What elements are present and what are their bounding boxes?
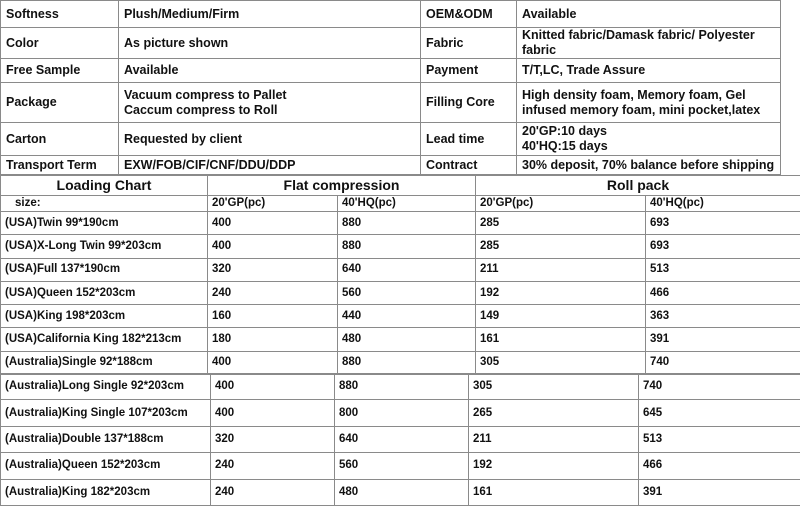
table-row: [1, 374, 800, 400]
size-cell: (USA)Full 137*190cm: [1, 258, 208, 281]
roll-40hq-cell: 391: [639, 479, 800, 505]
roll-40hq-cell: 363: [646, 305, 800, 328]
spec-value: Requested by client: [119, 123, 421, 156]
roll-20gp-cell: 211: [476, 258, 646, 281]
flat-20gp-cell: 240: [208, 281, 338, 304]
spec-label: Softness: [1, 1, 119, 28]
roll-20gp-cell: 211: [469, 426, 639, 452]
roll-40hq-cell: 513: [646, 258, 800, 281]
roll-40hq-cell: 693: [646, 235, 800, 258]
roll-pack-header: Roll pack: [476, 176, 800, 196]
flat-20gp-cell: 400: [208, 212, 338, 235]
spec-label: OEM&ODM: [421, 1, 517, 28]
roll-20gp-cell: 265: [469, 400, 639, 426]
roll-40hq-cell: 740: [639, 374, 800, 400]
roll-40hq-cell: 391: [646, 328, 800, 351]
flat-40hq-cell: 880: [338, 212, 476, 235]
flat-40hq-cell: 560: [335, 453, 469, 479]
size-cell: (Australia)Queen 152*203cm: [1, 453, 211, 479]
lead-time-line: 20'GP:10 days: [522, 124, 607, 138]
spec-row: [1, 83, 781, 123]
roll-20gp-cell: 149: [476, 305, 646, 328]
flat-20gp-cell: 320: [208, 258, 338, 281]
spec-label: Payment: [421, 59, 517, 83]
spec-label: Color: [1, 28, 119, 59]
roll-40hq-cell: 740: [646, 351, 800, 374]
spec-row: [1, 1, 781, 28]
flat-40hq-cell: 800: [335, 400, 469, 426]
package-line: Vacuum compress to Pallet: [124, 87, 287, 102]
roll-20gp-cell: 285: [476, 235, 646, 258]
loading-chart-title: Loading Chart: [1, 176, 208, 196]
column-header: 20'GP(pc): [208, 196, 338, 212]
flat-40hq-cell: 480: [338, 328, 476, 351]
flat-40hq-cell: 640: [338, 258, 476, 281]
roll-20gp-cell: 192: [476, 281, 646, 304]
package-line: Caccum compress to Roll: [124, 102, 278, 117]
table-row: [1, 212, 800, 235]
spec-row: [1, 156, 781, 175]
table-row: [1, 281, 800, 304]
table-row: [1, 305, 800, 328]
flat-20gp-cell: 400: [208, 235, 338, 258]
roll-40hq-cell: 645: [639, 400, 800, 426]
flat-20gp-cell: 320: [211, 426, 335, 452]
size-cell: (Australia)Long Single 92*203cm: [1, 374, 211, 400]
table-row: [1, 351, 800, 374]
spec-value: T/T,LC, Trade Assure: [517, 59, 781, 83]
flat-20gp-cell: 240: [211, 479, 335, 505]
flat-20gp-cell: 400: [208, 351, 338, 374]
size-cell: (USA)X-Long Twin 99*203cm: [1, 235, 208, 258]
lead-time-line: 40'HQ:15 days: [522, 139, 608, 153]
loading-chart-table: [0, 175, 800, 375]
size-cell: (Australia)Single 92*188cm: [1, 351, 208, 374]
flat-40hq-cell: 640: [335, 426, 469, 452]
spec-value: 30% deposit, 70% balance before shipping: [517, 156, 781, 175]
spec-label: Lead time: [421, 123, 517, 156]
size-cell: (Australia)Double 137*188cm: [1, 426, 211, 452]
size-cell: (Australia)King Single 107*203cm: [1, 400, 211, 426]
roll-40hq-cell: 466: [639, 453, 800, 479]
spec-value: As picture shown: [119, 28, 421, 59]
flat-20gp-cell: 400: [211, 374, 335, 400]
spec-value: High density foam, Memory foam, Gel infused memory foam, mini pocket,latex: [517, 83, 781, 123]
flat-40hq-cell: 440: [338, 305, 476, 328]
column-header: 20'GP(pc): [476, 196, 646, 212]
size-cell: (USA)King 198*203cm: [1, 305, 208, 328]
spec-label: Fabric: [421, 28, 517, 59]
column-header-row: [1, 196, 800, 212]
spec-value: Available: [517, 1, 781, 28]
table-row: [1, 426, 800, 452]
spec-label: Transport Term: [1, 156, 119, 175]
roll-40hq-cell: 513: [639, 426, 800, 452]
roll-20gp-cell: 305: [469, 374, 639, 400]
flat-40hq-cell: 560: [338, 281, 476, 304]
table-row: [1, 328, 800, 351]
size-cell: (Australia)King 182*203cm: [1, 479, 211, 505]
loading-header-row: [1, 176, 800, 196]
column-header: 40'HQ(pc): [646, 196, 800, 212]
table-row: [1, 453, 800, 479]
spec-label: Filling Core: [421, 83, 517, 123]
flat-compression-header: Flat compression: [208, 176, 476, 196]
flat-40hq-cell: 880: [338, 351, 476, 374]
flat-20gp-cell: 160: [208, 305, 338, 328]
spec-label: Free Sample: [1, 59, 119, 83]
spec-row: [1, 59, 781, 83]
flat-40hq-cell: 880: [335, 374, 469, 400]
flat-20gp-cell: 400: [211, 400, 335, 426]
spec-label: Package: [1, 83, 119, 123]
flat-20gp-cell: 180: [208, 328, 338, 351]
loading-chart-table-continued: [0, 373, 800, 506]
size-cell: (USA)Twin 99*190cm: [1, 212, 208, 235]
column-header: 40'HQ(pc): [338, 196, 476, 212]
size-cell: (USA)California King 182*213cm: [1, 328, 208, 351]
flat-40hq-cell: 880: [338, 235, 476, 258]
flat-40hq-cell: 480: [335, 479, 469, 505]
spec-value: Available: [119, 59, 421, 83]
spec-value: Plush/Medium/Firm: [119, 1, 421, 28]
roll-20gp-cell: 285: [476, 212, 646, 235]
table-row: [1, 479, 800, 505]
spec-value: Knitted fabric/Damask fabric/ Polyester fabric: [517, 28, 781, 59]
roll-20gp-cell: 192: [469, 453, 639, 479]
roll-20gp-cell: 161: [476, 328, 646, 351]
spec-row: [1, 28, 781, 59]
spec-label: Carton: [1, 123, 119, 156]
roll-40hq-cell: 693: [646, 212, 800, 235]
roll-20gp-cell: 161: [469, 479, 639, 505]
table-row: [1, 400, 800, 426]
spec-table: [0, 0, 781, 175]
size-cell: (USA)Queen 152*203cm: [1, 281, 208, 304]
table-row: [1, 235, 800, 258]
size-label: size:: [1, 196, 208, 212]
roll-20gp-cell: 305: [476, 351, 646, 374]
flat-20gp-cell: 240: [211, 453, 335, 479]
spec-value: [517, 123, 781, 156]
spec-label: Contract: [421, 156, 517, 175]
spec-value: EXW/FOB/CIF/CNF/DDU/DDP: [119, 156, 421, 175]
table-row: [1, 258, 800, 281]
spec-value: [119, 83, 421, 123]
roll-40hq-cell: 466: [646, 281, 800, 304]
spec-row: [1, 123, 781, 156]
